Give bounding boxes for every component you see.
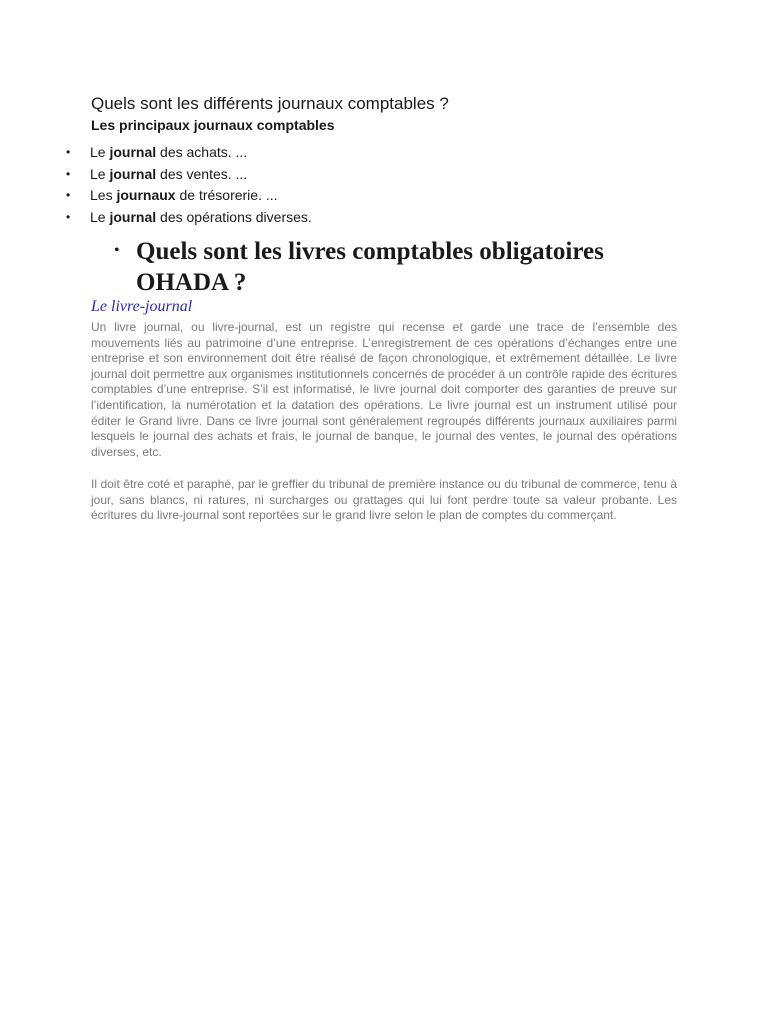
list-item-suffix: de trésorerie. ... <box>175 187 278 203</box>
bullet-icon: • <box>66 145 71 159</box>
question-title: Quels sont les différents journaux comptables ? <box>91 94 449 113</box>
list-item <box>0 186 700 208</box>
journals-list <box>0 143 700 229</box>
list-item-suffix: des achats. ... <box>156 144 248 160</box>
journals-subtitle: Les principaux journaux comptables <box>91 117 335 133</box>
list-item <box>0 208 700 230</box>
list-item <box>0 165 700 187</box>
livre-journal-paragraph-1: Un livre journal, ou livre-journal, est un registre qui recense et garde une trace de l’ensemble des mouvements liés au patrimoine d’une entreprise. L’enregistrement de ces opérations d’échanges entre une entreprise et son environnement doit être réalisé de façon chronologique, et extrêmement détaillée. Le livre journal doit permettre aux organismes institutionnels concernés de procéder à un contrôle rapide des écritures comptables d’une entreprise. S’il est informatisé, le livre journal doit comporter des garanties de preuve sur l’identification, la numérotation et la datation des opérations. Le livre journal est un instrument utilisé pour éditer le Grand livre. Dans ce livre journal sont généralement regroupés différents journaux auxiliaires parmi lesquels le journal des achats et frais, le journal de banque, le journal des ventes, le journal des opérations diverses, etc. <box>91 320 677 459</box>
list-item-suffix: des opérations diverses. <box>156 208 312 225</box>
list-item-keyword: journal <box>109 208 157 225</box>
list-item-prefix: Le <box>90 208 110 225</box>
livre-journal-paragraph-2: Il doit être coté et paraphé, par le greffier du tribunal de première instance ou du tribunal de commerce, tenu à jour, sans blancs, ni ratures, ni surcharges ou grattages qui lui font perdre toute sa valeur probante. Les écritures du livre-journal sont reportées sur le grand livre selon le plan de comptes du commerçant. <box>91 477 677 523</box>
list-item-prefix: Le <box>90 165 110 182</box>
list-item-prefix: Le <box>90 144 110 160</box>
ohada-heading: Quels sont les livres comptables obligatoires OHADA ? <box>136 238 604 296</box>
list-item-keyword: journaux <box>116 187 176 203</box>
list-item-prefix: Les <box>90 187 117 203</box>
list-item-keyword: journal <box>109 144 157 160</box>
bullet-icon: • <box>66 209 71 224</box>
list-item <box>0 143 700 165</box>
bullet-icon: • <box>66 188 71 202</box>
bullet-icon: • <box>114 242 120 259</box>
list-item-suffix: des ventes. ... <box>156 165 248 182</box>
bullet-icon: • <box>66 166 71 181</box>
livre-journal-title: Le livre-journal <box>91 298 193 315</box>
list-item-keyword: journal <box>109 165 157 182</box>
